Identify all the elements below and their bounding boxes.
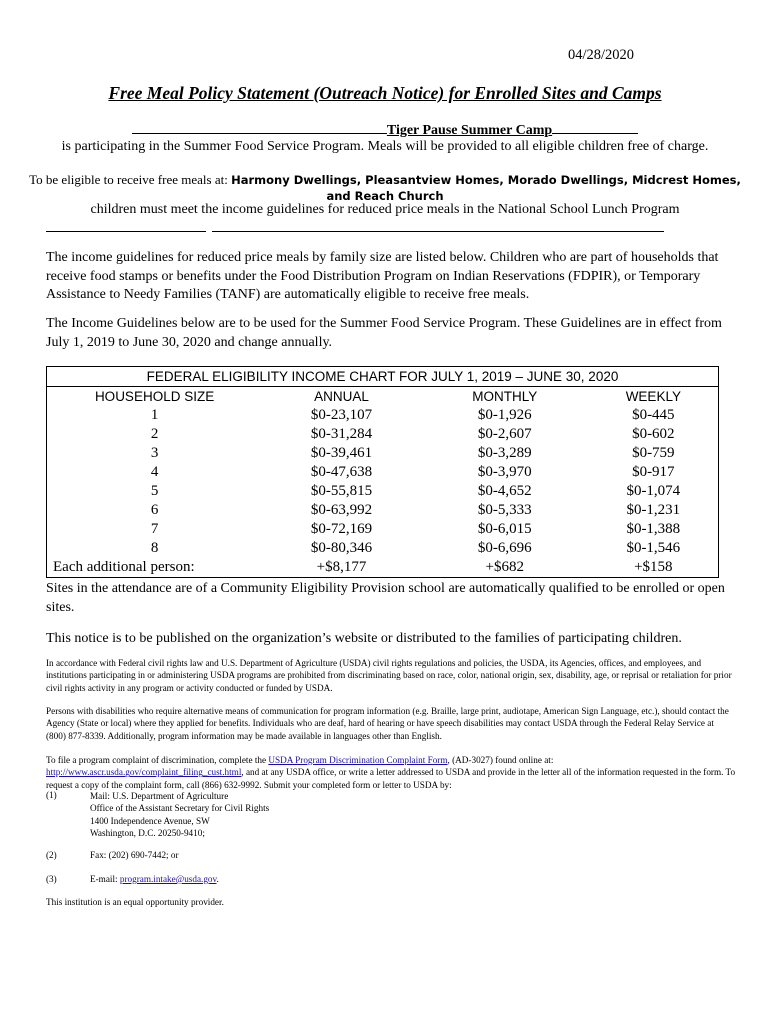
fax-number: Fax: (202) 690-7442; or	[90, 850, 179, 860]
mail-line: Mail: U.S. Department of Agriculture	[90, 791, 229, 801]
household-size-cell: 6	[47, 501, 263, 520]
monthly-cell: $0-1,926	[477, 407, 532, 423]
annual-cell: $0-39,461	[310, 445, 373, 461]
complaint-instructions	[46, 754, 736, 791]
sponsor-name: Tiger Pause Summer Camp	[386, 123, 553, 138]
weekly-cell: $0-1,231	[589, 501, 719, 520]
table-row	[47, 406, 719, 425]
table-row	[47, 425, 719, 444]
income-chart-header-row	[47, 387, 719, 407]
contact-item-1-number: (1)	[46, 790, 57, 800]
monthly-cell: $0-3,289	[477, 445, 532, 461]
income-chart	[46, 366, 719, 578]
additional-person-label: Each additional person:	[47, 558, 263, 578]
annual-cell: $0-55,815	[310, 483, 373, 499]
household-size-cell: 8	[47, 539, 263, 558]
table-row	[47, 482, 719, 501]
mailing-address	[90, 790, 269, 839]
annual-cell: $0-23,107	[310, 407, 373, 423]
complaint-url-link[interactable]: http://www.ascr.usda.gov/complaint_filing_cust.html	[46, 767, 242, 778]
monthly-cell: $0-6,696	[477, 540, 532, 556]
mail-line: Office of the Assistant Secretary for Civil Rights	[90, 803, 270, 814]
document-date: 04/28/2020	[567, 47, 634, 63]
annual-cell: $0-80,346	[310, 540, 373, 556]
sponsor-blank-right	[552, 121, 638, 134]
weekly-cell: $0-602	[589, 425, 719, 444]
effective-dates-paragraph: The Income Guidelines below are to be used for the Summer Food Service Program. These Guidelines are in effect from July 1, 2019 to June 30, 2020 and change annually.	[46, 316, 722, 350]
additional-person-row	[47, 558, 719, 578]
email-contact	[90, 874, 219, 884]
table-row	[47, 520, 719, 539]
monthly-cell: $0-4,652	[477, 483, 532, 499]
cep-paragraph: Sites in the attendance are of a Community Eligibility Provision school are automatically qualified to be enrolled or open sites.	[46, 581, 725, 615]
table-row	[47, 463, 719, 482]
mail-line: 1400 Independence Avenue, SW	[90, 815, 210, 826]
annual-cell: $0-63,992	[310, 502, 373, 518]
participating-text: is participating in the Summer Food Service Program. Meals will be provided to all eligible children free of charge.	[61, 139, 709, 154]
table-row	[47, 539, 719, 558]
table-row	[47, 444, 719, 463]
email-suffix: .	[216, 874, 219, 884]
weekly-additional-cell: +$158	[589, 558, 719, 578]
contact-item-3-number: (3)	[46, 874, 57, 884]
blank-rule-left	[46, 231, 206, 232]
weekly-cell: $0-759	[589, 444, 719, 463]
household-size-cell: 1	[47, 406, 263, 425]
annual-additional-cell: +$8,177	[262, 558, 421, 578]
table-row	[47, 501, 719, 520]
column-header-monthly: MONTHLY	[472, 389, 538, 404]
income-chart-title-row	[47, 367, 719, 387]
email-link[interactable]: program.intake@usda.gov	[119, 874, 217, 884]
household-size-cell: 3	[47, 444, 263, 463]
column-header-annual: ANNUAL	[314, 389, 369, 404]
eligibility-prefix: To be eligible to receive free meals at:	[29, 172, 228, 187]
household-size-cell: 7	[47, 520, 263, 539]
monthly-cell: $0-2,607	[477, 426, 532, 442]
monthly-cell: $0-5,333	[477, 502, 532, 518]
weekly-cell: $0-1,074	[589, 482, 719, 501]
column-header-household-size: HOUSEHOLD SIZE	[47, 387, 263, 407]
household-size-cell: 4	[47, 463, 263, 482]
disability-communication-statement: Persons with disabilities who require alternative means of communication for program information (e.g. Braille, large print, audiotape, American Sign Language, etc.), should contact the Agency (State or local) where they applied for benefits. Individuals who are deaf, hard of hearing or have speech disabilities may contact USDA through the Federal Relay Service at (800) 877-8339. Additionally, program information may be made available in languages other than English.	[46, 706, 729, 741]
equal-opportunity-statement: This institution is an equal opportunity provider.	[46, 897, 224, 907]
eligibility-site-list: Harmony Dwellings, Pleasantview Homes, Morado Dwellings, Midcrest Homes, and Reach Church	[231, 173, 741, 203]
nondiscrimination-statement: In accordance with Federal civil rights law and U.S. Department of Agriculture (USDA) civil rights regulations and policies, the USDA, its Agencies, offices, and employees, and institutions participating in or administering USDA programs are prohibited from discriminating based on race, color, national origin, sex, disability, age, or reprisal or retaliation for prior civil rights activity in any program or activity conducted or funded by USDA.	[46, 658, 732, 693]
email-prefix: E-mail:	[90, 874, 120, 884]
complaint-middle: , (AD-3027) found online at:	[447, 755, 554, 765]
document-title: Free Meal Policy Statement (Outreach Notice) for Enrolled Sites and Camps	[108, 83, 662, 103]
eligibility-sites	[20, 172, 750, 204]
column-header-weekly: WEEKLY	[589, 387, 719, 407]
mail-line: Washington, D.C. 20250-9410;	[90, 827, 205, 838]
household-size-cell: 5	[47, 482, 263, 501]
weekly-cell: $0-445	[589, 406, 719, 425]
complaint-suffix: , and at any USDA office, or write a letter addressed to USDA and provide in the letter all of the information requested in the form. To request a copy of the complaint form, call (866) 632-9992. Submit your completed form or letter to USDA by:	[46, 767, 736, 790]
contact-item-2-number: (2)	[46, 850, 57, 860]
income-chart-title: FEDERAL ELIGIBILITY INCOME CHART FOR JULY 1, 2019 – JUNE 30, 2020	[47, 367, 719, 387]
monthly-cell: $0-6,015	[477, 521, 532, 537]
household-size-cell: 2	[47, 425, 263, 444]
publish-notice-paragraph: This notice is to be published on the organization’s website or distributed to the families of participating children.	[46, 631, 682, 646]
blank-rule-right	[212, 231, 664, 232]
complaint-prefix: To file a program complaint of discrimination, complete the	[46, 755, 269, 765]
guidelines-paragraph: The income guidelines for reduced price meals by family size are listed below. Children who are part of households that receive food stamps or benefits under the Food Distribution Program on Indian Reservations (FDPIR), or Temporary Assistance to Needy Families (TANF) are automatically eligible to receive free meals.	[46, 250, 719, 302]
sponsor-blank-left	[132, 121, 387, 134]
complaint-form-link[interactable]: USDA Program Discrimination Complaint Form	[268, 755, 448, 765]
weekly-cell: $0-917	[589, 463, 719, 482]
weekly-cell: $0-1,388	[589, 520, 719, 539]
annual-cell: $0-47,638	[310, 464, 373, 480]
annual-cell: $0-31,284	[310, 426, 373, 442]
sponsor-line	[0, 121, 770, 139]
income-requirement-text: children must meet the income guidelines for reduced price meals in the National School Lunch Program	[90, 202, 680, 217]
monthly-cell: $0-3,970	[477, 464, 532, 480]
monthly-additional-cell: +$682	[421, 558, 589, 578]
weekly-cell: $0-1,546	[589, 539, 719, 558]
annual-cell: $0-72,169	[310, 521, 373, 537]
